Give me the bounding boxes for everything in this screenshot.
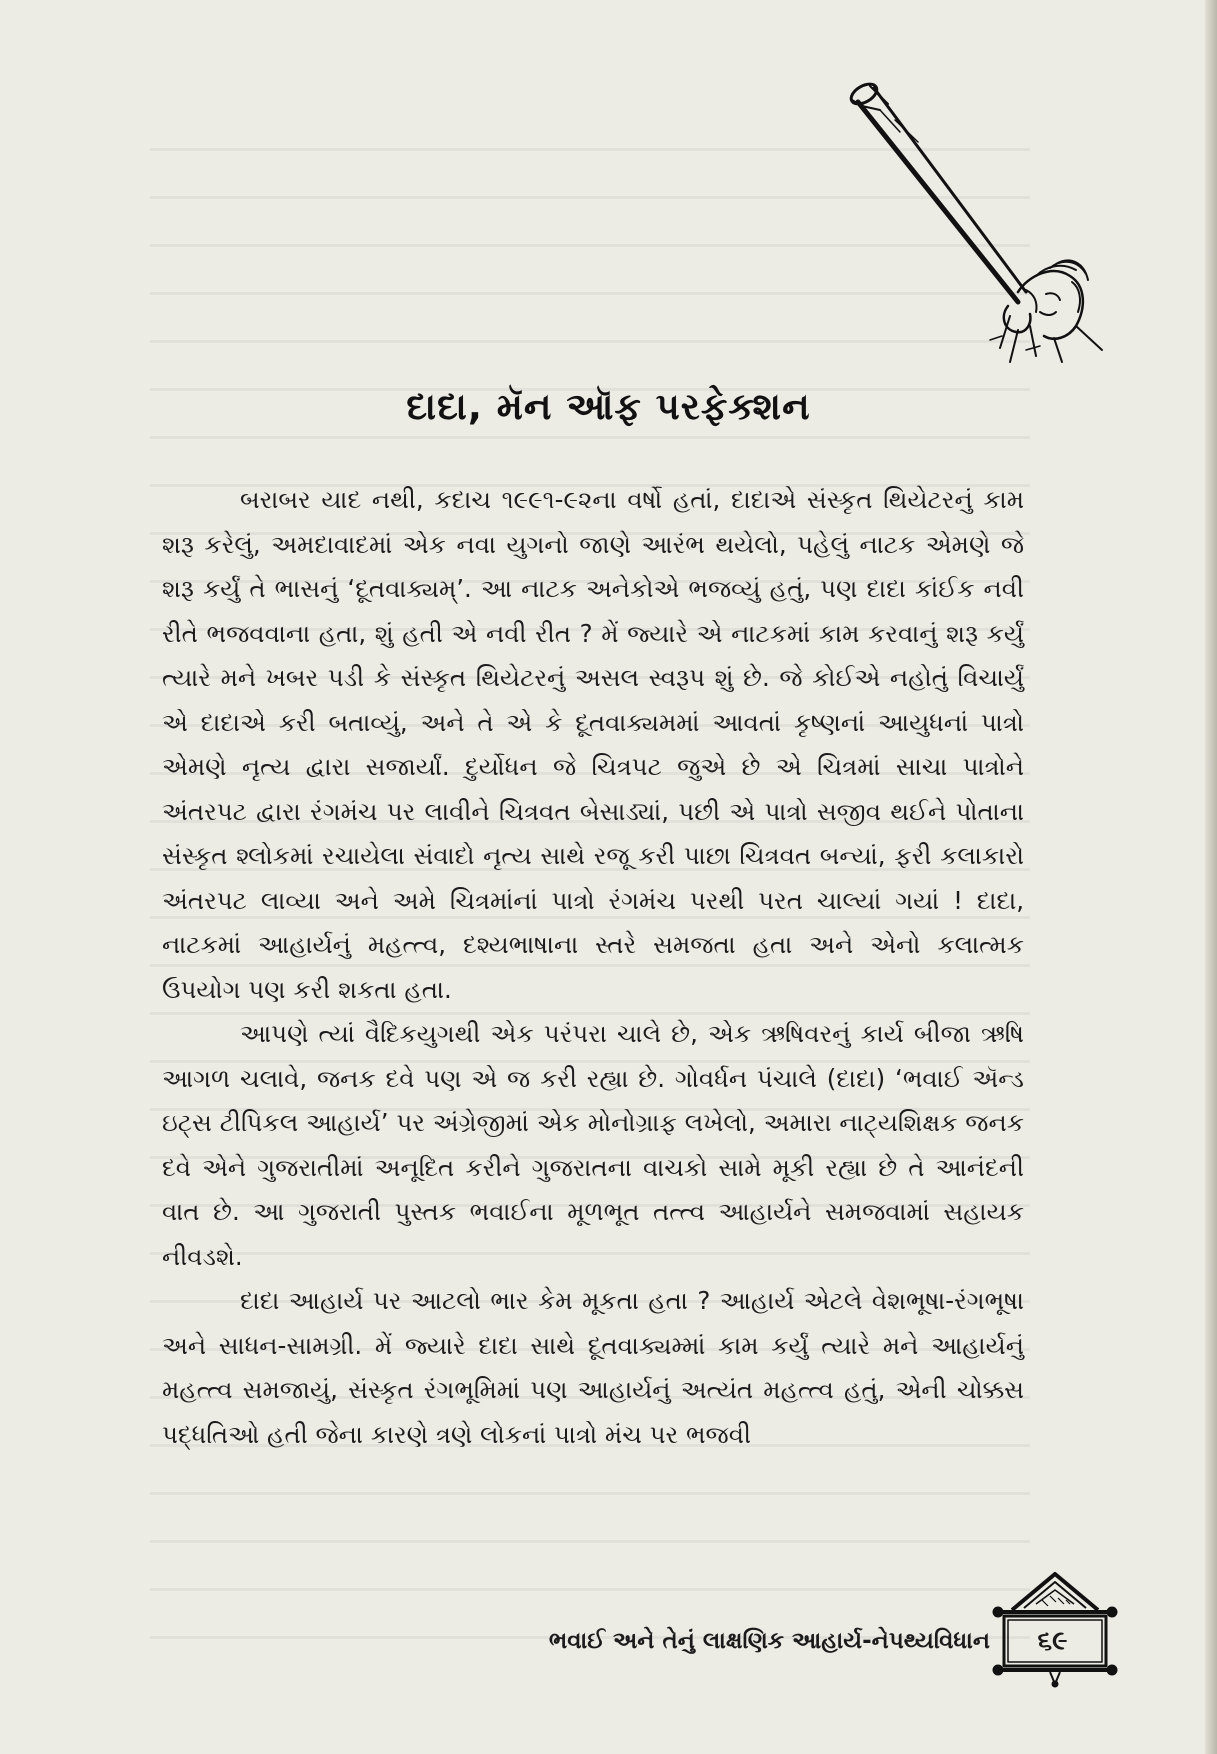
body-text xyxy=(162,478,1024,1457)
trumpet-player-sketch-icon xyxy=(840,80,1150,370)
page-edge xyxy=(1205,0,1217,1754)
footer xyxy=(470,1568,1130,1688)
footer-book-title: ભવાઈ અને તેનું લાક્ષણિક આહાર્ય-નેપથ્યવિધાન xyxy=(548,1628,990,1654)
paragraph-1: બરાબર યાદ નથી, કદાચ ૧૯૯૧-૯૨ના વર્ષો હતાં, દાદાએ સંસ્કૃત થિયેટરનું કામ શરૂ કરેલું, અમદાવાદમાં એક નવા યુગનો જાણે આરંભ થયેલો, પહેલું નાટક એમણે જે શરૂ કર્યું તે ભાસનું ‘દૂતવાક્યમ્’. આ નાટક અનેકોએ ભજવ્યું હતું, પણ દાદા કાંઈક નવી રીતે ભજવવાના હતા, શું હતી એ નવી રીત ? મેં જ્યારે એ નાટકમાં કામ કરવાનું શરૂ કર્યું ત્યારે મને ખબર પડી કે સંસ્કૃત થિયેટરનું અસલ સ્વરૂપ શું છે. જે કોઈએ નહોતું વિચાર્યું એ દાદાએ કરી બતાવ્યું, અને તે એ કે દૂતવાક્યમમાં આવતાં કૃષ્ણનાં આયુધનાં પાત્રો એમણે નૃત્ય દ્વારા સજાર્યાં. દુર્યોધન જે ચિત્રપટ જુએ છે એ ચિત્રમાં સાચા પાત્રોને અંતરપટ દ્વારા રંગમંચ પર લાવીને ચિત્રવત બેસાડ્યાં, પછી એ પાત્રો સજીવ થઈને પોતાના સંસ્કૃત શ્લોકમાં રચાયેલા સંવાદો નૃત્ય સાથે રજૂ કરી પાછા ચિત્રવત બન્યાં, ફરી કલાકારો અંતરપટ લાવ્યા અને અમે ચિત્રમાંનાં પાત્રો રંગમંચ પરથી પરત ચાલ્યાં ગયાં ! દાદા, નાટકમાં આહાર્યનું મહત્ત્વ, દશ્યભાષાના સ્તરે સમજતા હતા અને એનો કલાત્મક ઉપયોગ પણ કરી શકતા હતા. xyxy=(162,485,1024,1004)
page-title: દાદા, મૅન ઑફ પરફેક્શન xyxy=(406,385,811,428)
paragraph-3: દાદા આહાર્ય પર આટલો ભાર કેમ મૂકતા હતા ? આહાર્ય એટલે વેશભૂષા-રંગભૂષા અને સાધન-સામગ્રી. મેં જ્યારે દાદા સાથે દૂતવાક્યમ્માં કામ કર્યું ત્યારે મને આહાર્યનું મહત્ત્વ સમજાયું, સંસ્કૃત રંગભૂમિમાં પણ આહાર્યનું અત્યંત મહત્ત્વ હતું, એની ચોક્કસ પદ્ધતિઓ હતી જેના કારણે ત્રણે લોકનાં પાત્રો મંચ પર ભજવી xyxy=(162,1286,1024,1449)
paragraph-2: આપણે ત્યાં વૈદિકયુગથી એક પરંપરા ચાલે છે, એક ઋષિવરનું કાર્ય બીજા ઋષિ આગળ ચલાવે, જનક દવે પણ એ જ કરી રહ્યા છે. ગોવર્ધન પંચાલે (દાદા) ‘ભવાઈ ઍન્ડ ઇટ્સ ટીપિકલ આહાર્ય’ પર અંગ્રેજીમાં એક મોનોગ્રાફ લખેલો, અમારા નાટ્યશિક્ષક જનક દવે એને ગુજરાતીમાં અનૂદિત કરીને ગુજરાતના વાચકો સામે મૂકી રહ્યા છે તે આનંદની વાત છે. આ ગુજરાતી પુસ્તક ભવાઈના મૂળભૂત તત્ત્વ આહાર્યને સમજવામાં સહાયક નીવડશે. xyxy=(162,1019,1024,1271)
page-number: ૬૯ xyxy=(1037,1626,1068,1656)
